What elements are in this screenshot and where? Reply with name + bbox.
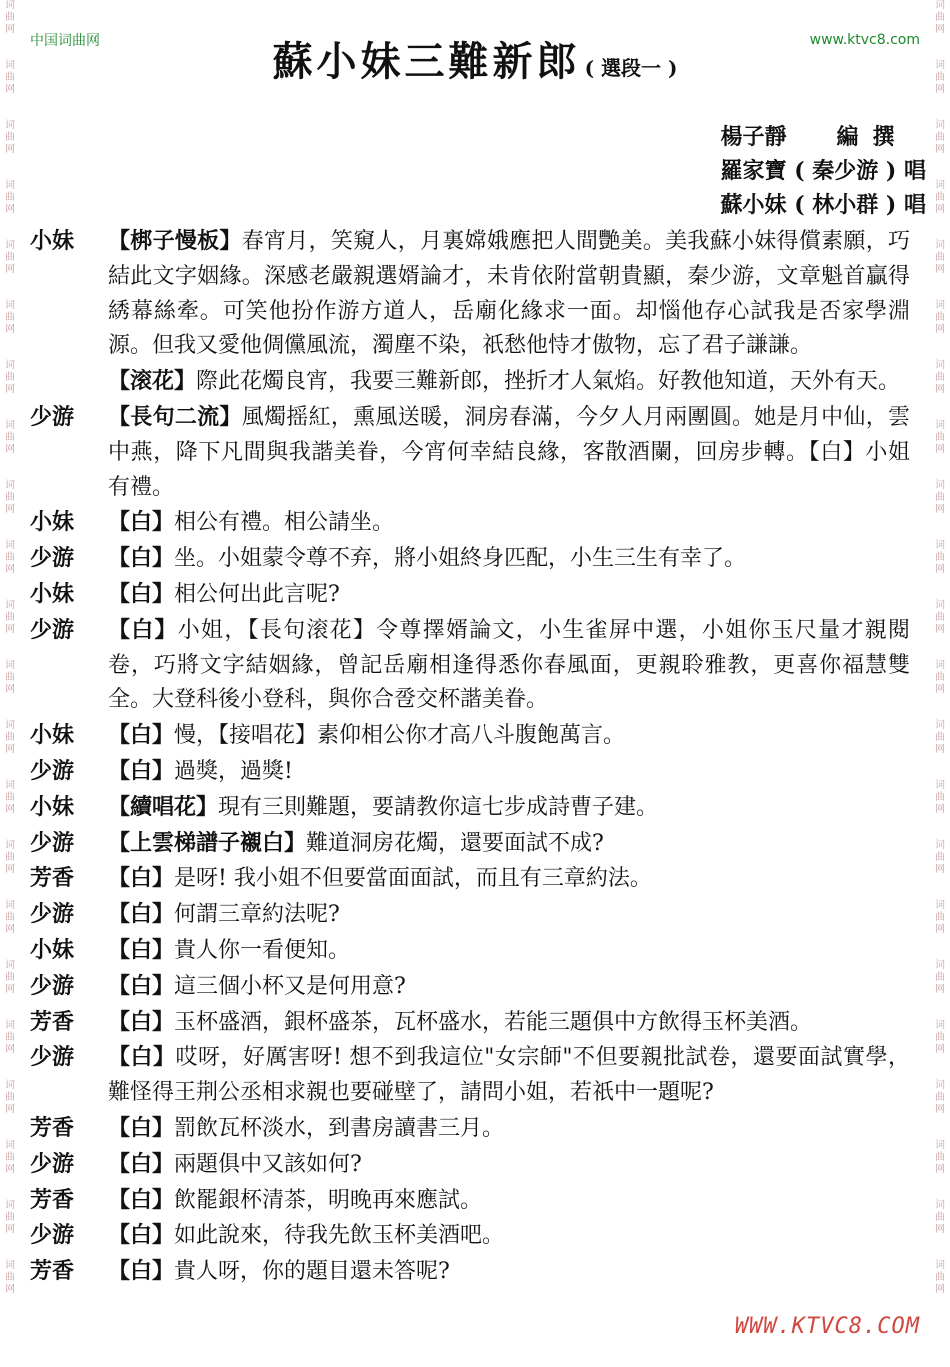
line-content xyxy=(108,969,910,1005)
side-watermark-char: 网 xyxy=(935,504,945,515)
dialogue-text: 兩題俱中又該如何? xyxy=(174,1151,362,1177)
side-watermark-char: 词 xyxy=(935,60,945,71)
speaker-name: 少游 xyxy=(30,616,75,643)
side-watermark-char: 网 xyxy=(5,324,15,335)
side-watermark-char: 词 xyxy=(5,120,15,131)
tune-tag: 【白】 xyxy=(108,722,175,749)
credits xyxy=(721,120,926,222)
side-watermark-char: 曲 xyxy=(935,1212,945,1223)
side-watermark-char: 词 xyxy=(5,960,15,971)
side-watermark-char: 词 xyxy=(5,1260,15,1271)
speaker-name: 小妹 xyxy=(30,509,75,536)
line-content xyxy=(108,1005,910,1041)
side-watermark-char: 曲 xyxy=(935,912,945,923)
side-watermark-char: 曲 xyxy=(5,912,15,923)
script-line xyxy=(30,541,910,577)
tune-tag: 【滚花】 xyxy=(108,368,197,395)
dialogue-text: 相公有禮。相公請坐。 xyxy=(174,510,395,536)
line-content xyxy=(108,1040,910,1111)
side-watermark-group xyxy=(2,420,18,480)
side-watermark-group xyxy=(932,120,948,180)
tune-tag: 【白】 xyxy=(108,972,175,999)
credit-line xyxy=(721,188,926,222)
side-watermark-group xyxy=(2,1020,18,1080)
side-watermark-char: 曲 xyxy=(935,12,945,23)
dialogue-text: 坐。小姐蒙令尊不弃，將小姐終身匹配，小生三生有幸了。 xyxy=(174,546,747,572)
page-subtitle: ( 選段一 ) xyxy=(584,56,678,80)
side-watermark-char: 曲 xyxy=(935,552,945,563)
tune-tag: 【白】 xyxy=(108,757,175,784)
side-watermark-char: 曲 xyxy=(5,972,15,983)
side-watermark-char: 词 xyxy=(935,660,945,671)
tune-tag: 【白】 xyxy=(108,1222,175,1249)
side-watermark-char: 网 xyxy=(935,624,945,635)
credit-role: 編撰 xyxy=(836,124,909,150)
side-watermark-group xyxy=(932,840,948,900)
side-watermark-char: 网 xyxy=(5,684,15,695)
side-watermark-group xyxy=(2,900,18,960)
script-line xyxy=(30,364,910,400)
script-body xyxy=(30,224,910,1290)
side-watermark-char: 曲 xyxy=(5,612,15,623)
side-watermark-char: 曲 xyxy=(5,792,15,803)
side-watermark-char: 网 xyxy=(935,984,945,995)
side-watermark-group xyxy=(932,1140,948,1200)
side-watermark-char: 词 xyxy=(935,600,945,611)
dialogue-text: 慢，【接唱花】素仰相公你才高八斗腹飽萬言。 xyxy=(174,723,626,749)
side-watermark-char: 网 xyxy=(935,1104,945,1115)
side-watermark-group xyxy=(932,1080,948,1140)
speaker-name: 少游 xyxy=(30,403,75,430)
line-content xyxy=(108,1183,910,1219)
side-watermark-char: 曲 xyxy=(5,672,15,683)
script-line xyxy=(30,1147,910,1183)
dialogue-text: 貴人你一看便知。 xyxy=(174,937,351,963)
side-watermark-char: 词 xyxy=(5,480,15,491)
tune-tag: 【白】 xyxy=(108,865,175,892)
title-row xyxy=(0,30,950,87)
speaker-name: 芳香 xyxy=(30,1008,75,1035)
tune-tag: 【白】 xyxy=(108,616,178,643)
side-watermark-char: 曲 xyxy=(5,132,15,143)
speaker-name: 少游 xyxy=(30,1150,75,1177)
side-watermark-char: 词 xyxy=(935,780,945,791)
side-watermark-char: 曲 xyxy=(5,192,15,203)
tune-tag: 【白】 xyxy=(108,1114,175,1141)
side-watermark-group xyxy=(932,720,948,780)
side-watermark-char: 曲 xyxy=(935,372,945,383)
script-line xyxy=(30,613,910,718)
side-watermark-char: 词 xyxy=(935,900,945,911)
side-watermark-char: 曲 xyxy=(935,612,945,623)
side-watermark-char: 曲 xyxy=(5,732,15,743)
side-watermark-char: 曲 xyxy=(935,1272,945,1283)
side-watermark-char: 曲 xyxy=(935,432,945,443)
side-watermark-group xyxy=(2,960,18,1020)
side-watermark-char: 曲 xyxy=(935,1092,945,1103)
dialogue-text: 是呀! 我小姐不但要當面面試，而且有三章約法。 xyxy=(174,866,652,892)
side-watermark-char: 曲 xyxy=(935,1152,945,1163)
side-watermark-char: 网 xyxy=(935,1284,945,1295)
side-watermark-char: 曲 xyxy=(935,132,945,143)
side-watermark-char: 词 xyxy=(935,480,945,491)
side-watermark-char: 网 xyxy=(935,204,945,215)
script-line xyxy=(30,1183,910,1219)
side-watermark-char: 词 xyxy=(5,60,15,71)
side-watermark-char: 词 xyxy=(5,420,15,431)
dialogue-text: 春宵月，笑窺人，月裏嫦娥應把人間艷美。美我蘇小妹得償素願，巧結此文字姻緣。深感老嚴親選婿論才，未肯依附當朝貴顯，秦少游，文章魁首贏得綉幕絲牽。可笑他扮作游方道人，岳廟化緣求一面。却惱他存心試我是否家學淵源。但我又愛他倜儻風流，濁塵不染，祇愁他恃才傲物，忘了君子謙謙。 xyxy=(108,229,910,359)
side-watermark-char: 曲 xyxy=(935,1032,945,1043)
script-line xyxy=(30,754,910,790)
side-watermark-char: 网 xyxy=(935,384,945,395)
side-watermark-char: 网 xyxy=(935,744,945,755)
side-watermark-char: 词 xyxy=(935,300,945,311)
dialogue-text: 風燭摇紅，熏風送暖，洞房春滿，今夕人月兩團圓。她是月中仙，雲中燕，降下凡間與我諧美眷，今宵何幸結良緣，客散酒闌，回房步轉。【白】小姐有禮。 xyxy=(108,404,910,500)
line-content xyxy=(108,577,910,613)
side-watermark-char: 曲 xyxy=(5,252,15,263)
script-line xyxy=(30,1005,910,1041)
site-watermark-left: 中国词曲网 xyxy=(30,33,100,49)
tune-tag: 【白】 xyxy=(108,1186,175,1213)
tune-tag: 【白】 xyxy=(108,936,175,963)
side-watermark-char: 网 xyxy=(935,84,945,95)
side-watermark-char: 曲 xyxy=(935,972,945,983)
side-watermark-char: 网 xyxy=(935,264,945,275)
side-watermark-char: 网 xyxy=(935,1224,945,1235)
side-watermark-char: 词 xyxy=(5,600,15,611)
side-watermark-group xyxy=(2,840,18,900)
dialogue-text: 如此說來，待我先飲玉杯美酒吧。 xyxy=(174,1223,505,1249)
side-watermark-group xyxy=(2,540,18,600)
side-watermark-group xyxy=(932,300,948,360)
side-watermark-char: 曲 xyxy=(935,252,945,263)
line-content xyxy=(108,505,910,541)
side-watermark-group xyxy=(932,1200,948,1260)
side-watermark-left xyxy=(2,0,18,1367)
tune-tag: 【白】 xyxy=(108,509,175,536)
side-watermark-char: 词 xyxy=(935,360,945,371)
side-watermark-char: 曲 xyxy=(935,72,945,83)
tune-tag: 【白】 xyxy=(108,1150,175,1177)
side-watermark-char: 词 xyxy=(5,1080,15,1091)
side-watermark-group xyxy=(2,480,18,540)
side-watermark-char: 网 xyxy=(5,504,15,515)
speaker-name: 少游 xyxy=(30,757,75,784)
side-watermark-char: 词 xyxy=(5,720,15,731)
speaker-name: 小妹 xyxy=(30,228,75,254)
side-watermark-group xyxy=(932,240,948,300)
side-watermark-char: 曲 xyxy=(935,852,945,863)
side-watermark-group xyxy=(2,1260,18,1320)
credit-name: 蘇小妹 ( 林小群 ) 唱 xyxy=(720,192,926,218)
side-watermark-char: 网 xyxy=(5,1284,15,1295)
tune-tag: 【白】 xyxy=(108,1258,175,1285)
side-watermark-char: 曲 xyxy=(935,192,945,203)
script-line xyxy=(30,861,910,897)
side-watermark-char: 曲 xyxy=(5,1032,15,1043)
speaker-name: 少游 xyxy=(30,1044,75,1071)
tune-tag: 【白】 xyxy=(108,580,175,607)
dialogue-text: 際此花燭良宵，我要三難新郎，挫折才人氣焰。好教他知道，天外有天。 xyxy=(196,369,901,395)
site-watermark-right: www.ktvc8.com xyxy=(809,32,920,48)
speaker-name: 芳香 xyxy=(30,1258,75,1285)
line-content xyxy=(108,1111,910,1147)
side-watermark-char: 曲 xyxy=(5,372,15,383)
side-watermark-char: 词 xyxy=(935,1080,945,1091)
line-content xyxy=(108,826,910,862)
side-watermark-char: 网 xyxy=(5,804,15,815)
side-watermark-group xyxy=(932,1260,948,1320)
dialogue-text: 過獎，過獎! xyxy=(174,758,293,784)
side-watermark-char: 网 xyxy=(5,924,15,935)
script-line xyxy=(30,1218,910,1254)
side-watermark-group xyxy=(932,960,948,1020)
line-content xyxy=(108,224,910,364)
side-watermark-group xyxy=(932,660,948,720)
side-watermark-char: 词 xyxy=(935,720,945,731)
speaker-name: 少游 xyxy=(30,545,75,572)
script-line xyxy=(30,400,910,505)
side-watermark-char: 网 xyxy=(935,324,945,335)
side-watermark-char: 曲 xyxy=(935,672,945,683)
bottom-url-watermark: WWW.KTVC8.COM xyxy=(734,1314,920,1339)
speaker-name: 芳香 xyxy=(30,1114,75,1141)
side-watermark-char: 词 xyxy=(5,780,15,791)
side-watermark-char: 词 xyxy=(935,540,945,551)
tune-tag: 【白】 xyxy=(108,901,175,928)
side-watermark-char: 网 xyxy=(5,744,15,755)
side-watermark-char: 词 xyxy=(935,1200,945,1211)
credit-name: 楊子靜 xyxy=(720,124,787,150)
line-content xyxy=(108,933,910,969)
side-watermark-char: 词 xyxy=(935,120,945,131)
side-watermark-char: 网 xyxy=(935,144,945,155)
dialogue-text: 小姐，【長句滚花】令尊擇婿論文，小生雀屏中選，小姐你玉尺量才親閱卷，巧將文字結姻緣，曾記岳廟相逢得悉你春風面，更親聆雅教，更喜你福慧雙全。大登科後小登科，與你合卺交杯諧美眷。 xyxy=(108,617,910,713)
script-line xyxy=(30,505,910,541)
tune-tag: 【梆子慢板】 xyxy=(108,228,242,254)
side-watermark-group xyxy=(2,360,18,420)
speaker-name: 小妹 xyxy=(30,722,75,749)
side-watermark-char: 曲 xyxy=(5,1152,15,1163)
side-watermark-char: 词 xyxy=(935,240,945,251)
dialogue-text: 哎呀，好厲害呀! 想不到我這位"女宗師"不但要親批試卷，還要面試實學，難怪得王荆公丞相求親也要碰壁了，請問小姐，若祇中一題呢? xyxy=(108,1045,910,1106)
speaker-name: 少游 xyxy=(30,829,75,856)
side-watermark-char: 曲 xyxy=(5,432,15,443)
side-watermark-char: 网 xyxy=(5,564,15,575)
side-watermark-char: 曲 xyxy=(5,12,15,23)
speaker-name: 少游 xyxy=(30,972,75,999)
line-content xyxy=(108,718,910,754)
side-watermark-group xyxy=(2,780,18,840)
side-watermark-char: 词 xyxy=(5,900,15,911)
side-watermark-char: 曲 xyxy=(5,852,15,863)
side-watermark-char: 网 xyxy=(5,1104,15,1115)
speaker-name: 少游 xyxy=(30,1222,75,1249)
script-line xyxy=(30,790,910,826)
side-watermark-char: 网 xyxy=(935,804,945,815)
side-watermark-group xyxy=(2,120,18,180)
tune-tag: 【白】 xyxy=(108,545,175,572)
speaker-name: 芳香 xyxy=(30,1186,75,1213)
side-watermark-group xyxy=(932,180,948,240)
line-content xyxy=(108,541,910,577)
side-watermark-char: 网 xyxy=(5,624,15,635)
script-line xyxy=(30,577,910,613)
tune-tag: 【續唱花】 xyxy=(108,793,219,820)
side-watermark-char: 网 xyxy=(935,24,945,35)
side-watermark-group xyxy=(932,480,948,540)
dialogue-text: 這三個小杯又是何用意? xyxy=(174,973,406,999)
script-line xyxy=(30,1040,910,1111)
side-watermark-char: 网 xyxy=(5,1164,15,1175)
side-watermark-char: 网 xyxy=(5,204,15,215)
dialogue-text: 現有三則難題，要請教你這七步成詩曹子建。 xyxy=(218,794,659,820)
side-watermark-char: 曲 xyxy=(5,1092,15,1103)
side-watermark-char: 词 xyxy=(935,960,945,971)
side-watermark-char: 曲 xyxy=(935,732,945,743)
side-watermark-char: 网 xyxy=(5,24,15,35)
side-watermark-char: 词 xyxy=(5,0,15,11)
credit-line xyxy=(721,154,926,188)
script-line xyxy=(30,969,910,1005)
side-watermark-char: 词 xyxy=(935,180,945,191)
line-content xyxy=(108,1218,910,1254)
side-watermark-char: 词 xyxy=(5,1140,15,1151)
side-watermark-char: 曲 xyxy=(5,492,15,503)
side-watermark-group xyxy=(2,1140,18,1200)
side-watermark-char: 网 xyxy=(5,1224,15,1235)
side-watermark-group xyxy=(932,1020,948,1080)
line-content xyxy=(108,1147,910,1183)
script-line xyxy=(30,826,910,862)
script-line xyxy=(30,224,910,364)
line-content xyxy=(108,790,910,826)
side-watermark-char: 网 xyxy=(5,144,15,155)
side-watermark-char: 词 xyxy=(935,0,945,11)
side-watermark-char: 曲 xyxy=(5,312,15,323)
side-watermark-char: 曲 xyxy=(5,552,15,563)
side-watermark-group xyxy=(932,540,948,600)
line-content xyxy=(108,400,910,505)
dialogue-text: 何謂三章約法呢? xyxy=(174,902,340,928)
dialogue-text: 罰飲瓦杯淡水，到書房讀書三月。 xyxy=(174,1115,505,1141)
dialogue-text: 玉杯盛酒，銀杯盛茶，瓦杯盛水，若能三題俱中方飲得玉杯美酒。 xyxy=(174,1009,813,1035)
side-watermark-group xyxy=(932,360,948,420)
side-watermark-char: 曲 xyxy=(935,312,945,323)
script-line xyxy=(30,897,910,933)
side-watermark-right xyxy=(932,0,948,1367)
side-watermark-char: 曲 xyxy=(935,792,945,803)
side-watermark-group xyxy=(2,600,18,660)
line-content xyxy=(108,613,910,718)
side-watermark-group xyxy=(2,180,18,240)
line-content xyxy=(108,861,910,897)
side-watermark-group xyxy=(2,240,18,300)
dialogue-text: 相公何出此言呢? xyxy=(174,581,340,607)
speaker-name: 小妹 xyxy=(30,793,75,820)
line-content xyxy=(108,1254,910,1290)
tune-tag: 【上雲梯譜子襯白】 xyxy=(108,829,307,856)
side-watermark-group xyxy=(2,300,18,360)
side-watermark-group xyxy=(2,720,18,780)
side-watermark-char: 网 xyxy=(5,84,15,95)
tune-tag: 【白】 xyxy=(108,1008,175,1035)
side-watermark-char: 词 xyxy=(5,840,15,851)
side-watermark-char: 曲 xyxy=(5,1212,15,1223)
side-watermark-char: 网 xyxy=(5,864,15,875)
side-watermark-char: 词 xyxy=(5,240,15,251)
side-watermark-char: 曲 xyxy=(5,1272,15,1283)
side-watermark-char: 网 xyxy=(935,1164,945,1175)
script-line xyxy=(30,1111,910,1147)
side-watermark-group xyxy=(932,420,948,480)
side-watermark-char: 曲 xyxy=(935,492,945,503)
side-watermark-char: 网 xyxy=(935,684,945,695)
dialogue-text: 難道洞房花燭，還要面試不成? xyxy=(306,830,604,856)
side-watermark-char: 词 xyxy=(935,840,945,851)
side-watermark-char: 网 xyxy=(935,444,945,455)
side-watermark-char: 词 xyxy=(5,660,15,671)
script-line xyxy=(30,718,910,754)
side-watermark-char: 词 xyxy=(935,1020,945,1031)
side-watermark-char: 网 xyxy=(935,864,945,875)
side-watermark-group xyxy=(2,1080,18,1140)
side-watermark-group xyxy=(932,900,948,960)
page-title: 蘇小妹三難新郎 xyxy=(272,38,581,85)
side-watermark-char: 词 xyxy=(5,1020,15,1031)
credit-name: 羅家寶 ( 秦少游 ) 唱 xyxy=(720,158,926,184)
script-line xyxy=(30,933,910,969)
side-watermark-char: 网 xyxy=(935,924,945,935)
speaker-name: 芳香 xyxy=(30,865,75,892)
side-watermark-group xyxy=(932,780,948,840)
side-watermark-char: 曲 xyxy=(5,72,15,83)
side-watermark-char: 词 xyxy=(935,1140,945,1151)
side-watermark-char: 词 xyxy=(5,1200,15,1211)
side-watermark-char: 网 xyxy=(935,564,945,575)
line-content xyxy=(108,364,910,400)
dialogue-text: 貴人呀，你的題目還未答呢? xyxy=(174,1259,450,1285)
side-watermark-char: 网 xyxy=(5,264,15,275)
side-watermark-group xyxy=(932,600,948,660)
script-line xyxy=(30,1254,910,1290)
tune-tag: 【白】 xyxy=(108,1044,176,1071)
side-watermark-char: 词 xyxy=(935,420,945,431)
side-watermark-group xyxy=(2,660,18,720)
speaker-name: 小妹 xyxy=(30,936,75,963)
tune-tag: 【長句二流】 xyxy=(108,403,242,430)
line-content xyxy=(108,897,910,933)
side-watermark-char: 网 xyxy=(5,444,15,455)
credit-line xyxy=(721,120,926,154)
side-watermark-char: 词 xyxy=(5,540,15,551)
side-watermark-group xyxy=(2,1200,18,1260)
side-watermark-char: 词 xyxy=(5,360,15,371)
speaker-name: 小妹 xyxy=(30,580,75,607)
speaker-name: 少游 xyxy=(30,901,75,928)
side-watermark-char: 词 xyxy=(5,180,15,191)
line-content xyxy=(108,754,910,790)
side-watermark-char: 词 xyxy=(935,1260,945,1271)
side-watermark-char: 网 xyxy=(5,984,15,995)
side-watermark-char: 网 xyxy=(5,1044,15,1055)
dialogue-text: 飲罷銀杯清茶，明晚再來應試。 xyxy=(174,1187,483,1213)
side-watermark-char: 网 xyxy=(5,384,15,395)
side-watermark-char: 词 xyxy=(5,300,15,311)
side-watermark-char: 网 xyxy=(935,1044,945,1055)
